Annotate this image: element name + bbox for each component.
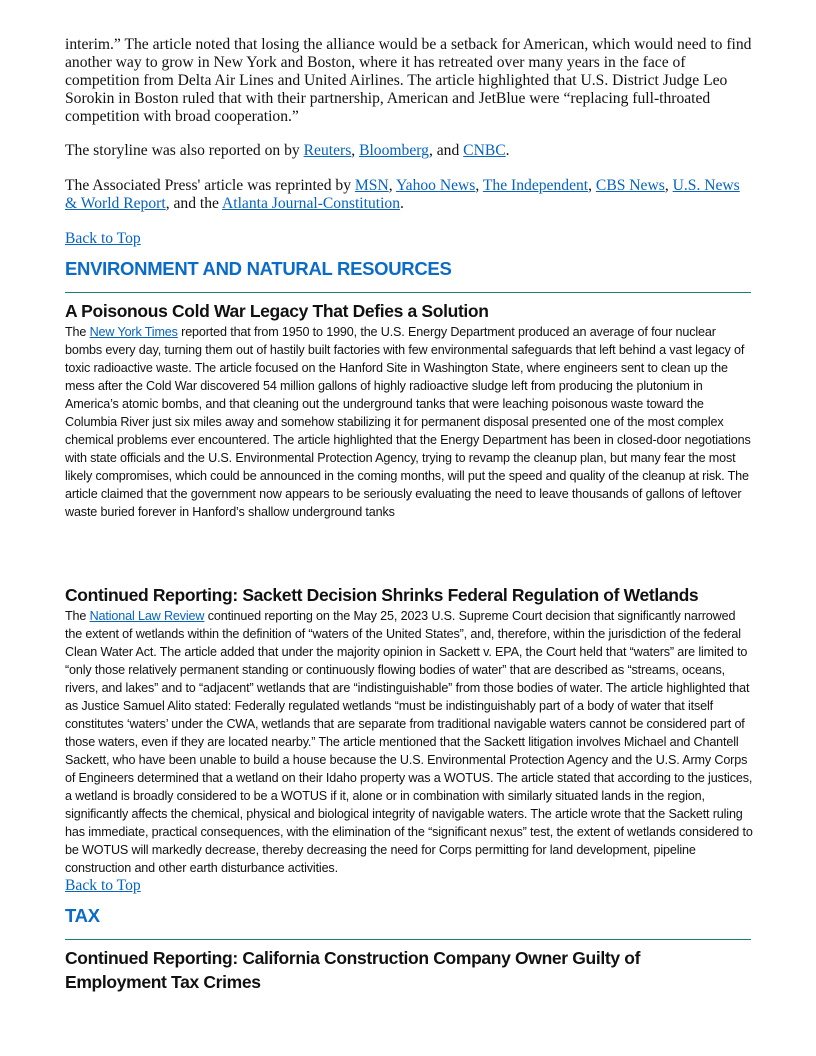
link-ajc[interactable]: Atlanta Journal-Constitution bbox=[222, 195, 401, 212]
separator: , bbox=[664, 177, 673, 194]
article-continuation bbox=[65, 36, 753, 126]
reprinted-paragraph bbox=[65, 177, 753, 213]
link-the-independent[interactable]: The Independent bbox=[482, 177, 589, 194]
link-cbs-news[interactable]: CBS News bbox=[595, 177, 665, 194]
divider-rule bbox=[65, 292, 751, 293]
text: The bbox=[65, 609, 90, 623]
back-to-top-container bbox=[65, 877, 753, 895]
section-title: TAX bbox=[65, 905, 100, 926]
link-us-news[interactable]: U.S. News & World Report bbox=[65, 177, 740, 212]
text: The Associated Press' article was reprinted by bbox=[65, 177, 355, 194]
article-hanford bbox=[65, 299, 753, 521]
section-divider bbox=[65, 939, 753, 940]
section-tax bbox=[65, 905, 753, 927]
back-to-top-link[interactable]: Back to Top bbox=[65, 877, 141, 894]
back-to-top-container bbox=[65, 230, 753, 248]
separator: , and bbox=[428, 142, 464, 159]
separator: . bbox=[505, 142, 510, 159]
link-reuters[interactable]: Reuters bbox=[303, 142, 352, 159]
separator: , bbox=[351, 142, 360, 159]
source-link-nyt[interactable]: New York Times bbox=[89, 325, 178, 339]
separator: , and the bbox=[165, 195, 222, 212]
article-title: Continued Reporting: California Construction Company Owner Guilty of Employment Tax Crimes bbox=[65, 948, 641, 992]
text: The storyline was also reported on by bbox=[65, 142, 304, 159]
article-body bbox=[65, 607, 753, 877]
text: continued reporting on the May 25, 2023 U.S. Supreme Court decision that significantly narrowed the extent of wetlands within the definition of “waters of the United States”, and, therefore, within the jurisdiction of the federal Clean Water Act. The article added that under the majority opinion in Sackett v. EPA, the Court held that “waters” are limited to “only those relatively permanent standing or continuously flowing bodies of water” that are described as “streams, oceans, rivers, and lakes” and to “adjacent” wetlands that are “indistinguishable” from those bodies of water. The article highlighted that as Justice Samuel Alito stated: Federally regulated wetlands “must be indistinguishably part of a body of water that itself constitutes ‘waters’ under the CWA, wetlands that are separate from traditional navigable waters cannot be considered part of those waters, even if they are located nearby.” The article mentioned that the Sackett litigation involves Michael and Chantell Sackett, who have been unable to build a house because the U.S. Environmental Protection Agency and the U.S. Army Corps of Engineers determined that a wetland on their Idaho property was a WOTUS. The article stated that according to the justices, a wetland is broadly considered to be a WOTUS if it, alone or in combination with similarly situated lands in the region, significantly affects the chemical, physical and biological integrity of navigable waters. The article wrote that the Sackett ruling has immediate, practical consequences, with the elimination of the “significant nexus” test, the extent of wetlands considered to be WOTUS will markedly decrease, thereby decreasing the need for Corps permitting for land development, pipeline construction and other earth disturbance activities. bbox=[65, 609, 753, 875]
separator: , bbox=[588, 177, 596, 194]
section-divider bbox=[65, 292, 753, 293]
article-sackett bbox=[65, 583, 753, 877]
text: reported that from 1950 to 1990, the U.S. Energy Department produced an average of four nuclear bombs every day, turning them out of hastily built factories with few environmental safeguards that left behind a vast legacy of toxic radioactive waste. The article focused on the Hanford Site in Washington State, where engineers sent to clean up the mess after the Cold War discovered 54 million gallons of highly radioactive sludge left from producing the plutonium in America’s atomic bombs, and that cleaning out the underground tanks that were leaching poisonous waste toward the Columbia River just six miles away and somehow stabilizing it for permanent disposal presented one of the most complex chemical problems ever encountered. The article highlighted that the Energy Department has been in closed-door negotiations with state officials and the U.S. Environmental Protection Agency, trying to revamp the cleanup plan, but many fear the most likely compromises, which could be announced in the coming months, will put the speed and quality of the cleanup at risk. The article claimed that the government now appears to be seriously evaluating the need to leave thousands of gallons of leftover waste buried forever in Hanford’s shallow underground tanks bbox=[65, 325, 751, 519]
also-reported-paragraph bbox=[65, 142, 753, 160]
divider-rule bbox=[65, 939, 751, 940]
link-cnbc[interactable]: CNBC bbox=[463, 142, 506, 159]
separator: . bbox=[400, 195, 404, 212]
link-msn[interactable]: MSN bbox=[354, 177, 389, 194]
link-bloomberg[interactable]: Bloomberg bbox=[359, 142, 429, 159]
back-to-top-link[interactable]: Back to Top bbox=[65, 230, 141, 247]
article-california-tax bbox=[65, 946, 685, 994]
article-title: A Poisonous Cold War Legacy That Defies a Solution bbox=[65, 301, 489, 321]
source-link-national-law-review[interactable]: National Law Review bbox=[89, 609, 205, 623]
separator: , bbox=[475, 177, 483, 194]
separator: , bbox=[388, 177, 396, 194]
section-environment bbox=[65, 258, 753, 280]
text: The bbox=[65, 325, 90, 339]
link-yahoo-news[interactable]: Yahoo News bbox=[395, 177, 476, 194]
section-title: ENVIRONMENT AND NATURAL RESOURCES bbox=[65, 258, 452, 279]
article-body bbox=[65, 323, 753, 521]
article-title: Continued Reporting: Sackett Decision Shrinks Federal Regulation of Wetlands bbox=[65, 585, 699, 605]
paragraph: interim.” The article noted that losing the alliance would be a setback for American, which would need to find another way to grow in New York and Boston, where it has retreated over many years in the face of competition from Delta Air Lines and United Airlines. The article highlighted that U.S. District Judge Leo Sorokin in Boston ruled that with their partnership, American and JetBlue were “replacing full-throated competition with broad cooperation.” bbox=[65, 36, 752, 125]
